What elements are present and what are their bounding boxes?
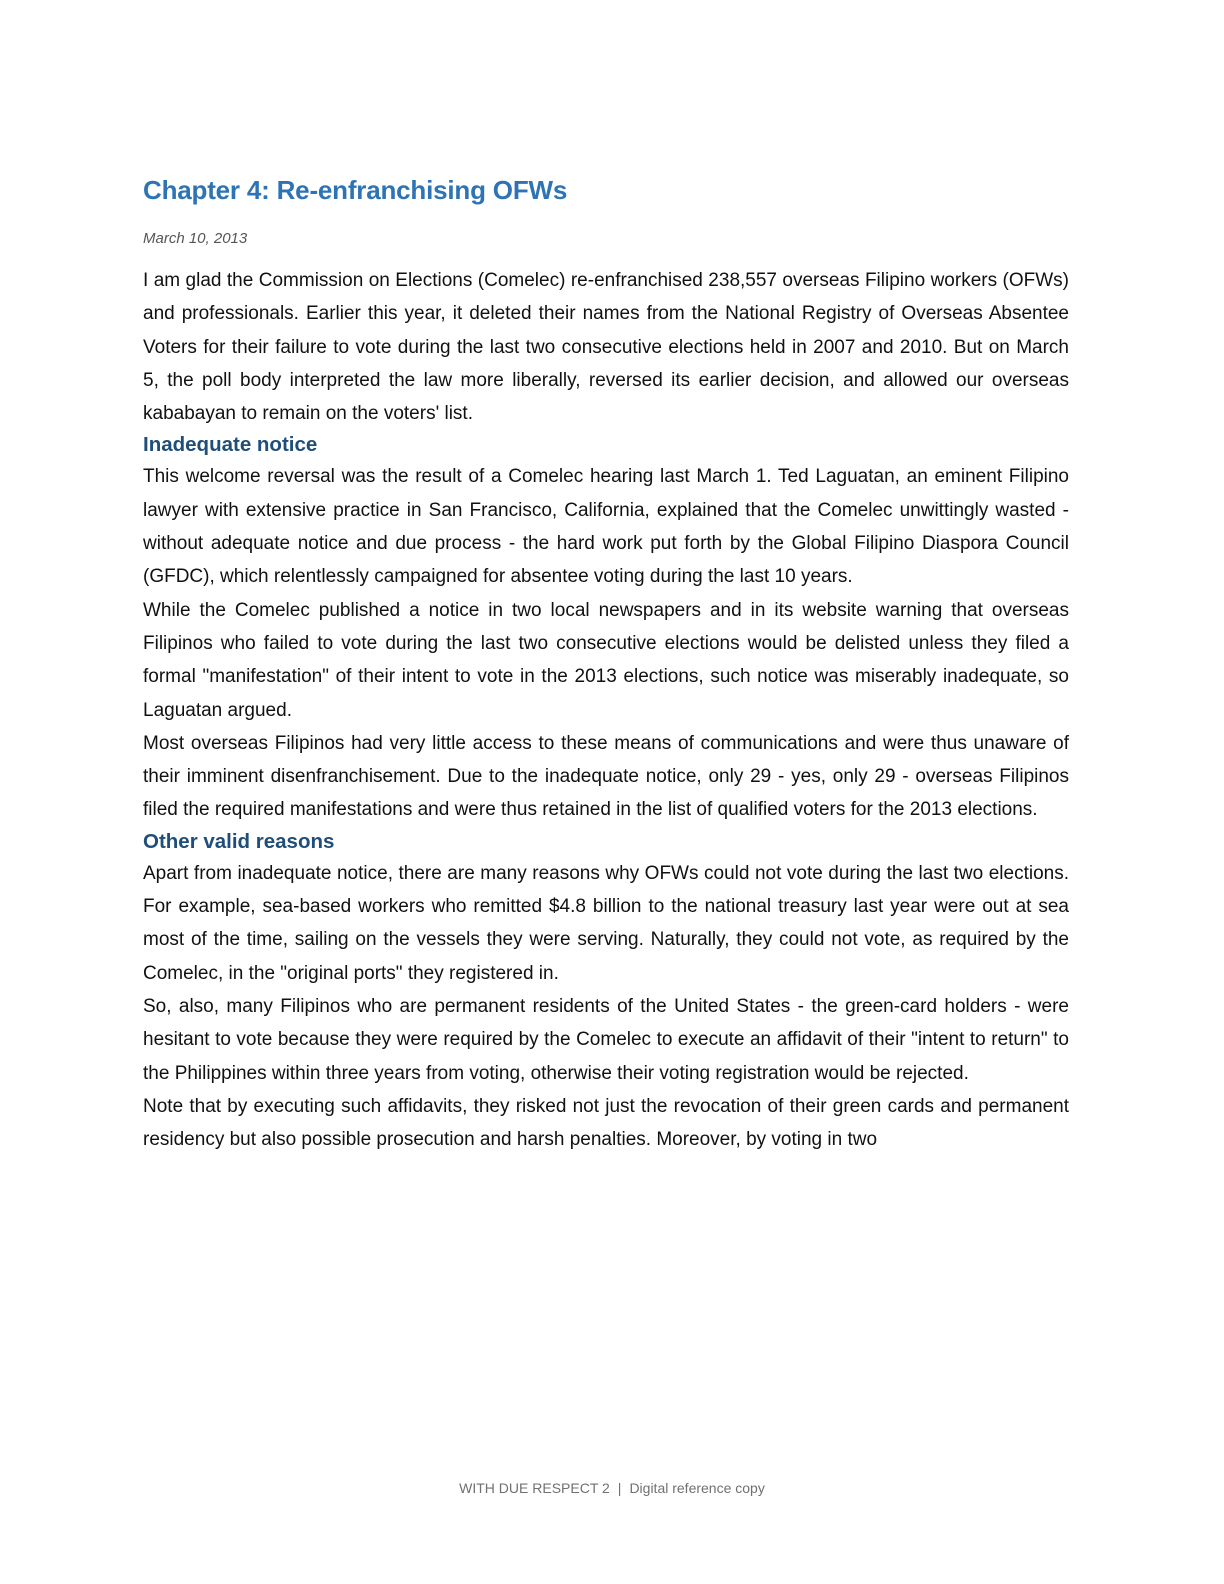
body-paragraph: So, also, many Filipinos who are permanent residents of the United States - the green-card holders - were hesitant to vote because they were required by the Comelec to execute an affidavit of their "intent to return" to the Philippines within three years from voting, otherwise their voting registration would be rejected.	[143, 995, 1069, 1084]
section-heading-inadequate-notice: Inadequate notice	[143, 433, 318, 457]
section-heading-other-valid-reasons: Other valid reasons	[143, 829, 335, 853]
footer-separator: |	[617, 1480, 622, 1496]
chapter-date: March 10, 2013	[143, 230, 248, 247]
page-content	[143, 170, 1069, 1156]
page-footer	[0, 1478, 1224, 1498]
body-paragraph: Note that by executing such affidavits, they risked not just the revocation of their green cards and permanent residency but also possible prosecution and harsh penalties. Moreover, by voting in two	[143, 1095, 1069, 1151]
body-paragraph: Most overseas Filipinos had very little access to these means of communications and were thus unaware of their imminent disenfranchisement. Due to the inadequate notice, only 29 - yes, only 29 - overseas Filipinos filed the required manifestations and were thus retained in the list of qualified voters for the 2013 elections.	[143, 732, 1069, 821]
body-paragraph: This welcome reversal was the result of a Comelec hearing last March 1. Ted Laguatan, an eminent Filipino lawyer with extensive practice in San Francisco, California, explained that the Comelec unwittingly wasted - without adequate notice and due process - the hard work put forth by the Global Filipino Diaspora Council (GFDC), which relentlessly campaigned for absentee voting during the last 10 years.	[143, 466, 1069, 588]
body-paragraph: Apart from inadequate notice, there are many reasons why OFWs could not vote during the last two elections. For example, sea-based workers who remitted $4.8 billion to the national treasury last year were out at sea most of the time, sailing on the vessels they were serving. Naturally, they could not vote, as required by the Comelec, in the "original ports" they registered in.	[143, 862, 1069, 984]
chapter-title: Chapter 4: Re-enfranchising OFWs	[143, 175, 568, 205]
body-paragraph: I am glad the Commission on Elections (Comelec) re-enfranchised 238,557 overseas Filipino workers (OFWs) and professionals. Earlier this year, it deleted their names from the National Registry of Overseas Absentee Voters for their failure to vote during the last two consecutive elections held in 2007 and 2010. But on March 5, the poll body interpreted the law more liberally, reversed its earlier decision, and allowed our overseas kababayan to remain on the voters' list.	[143, 270, 1069, 425]
footer-copy-note: Digital reference copy	[629, 1480, 765, 1496]
footer-book-title: WITH DUE RESPECT 2	[459, 1480, 610, 1496]
body-paragraph: While the Comelec published a notice in two local newspapers and in its website warning that overseas Filipinos who failed to vote during the last two consecutive elections would be delisted unless they filed a formal "manifestation" of their intent to vote in the 2013 elections, such notice was miserably inadequate, so Laguatan argued.	[143, 599, 1069, 721]
